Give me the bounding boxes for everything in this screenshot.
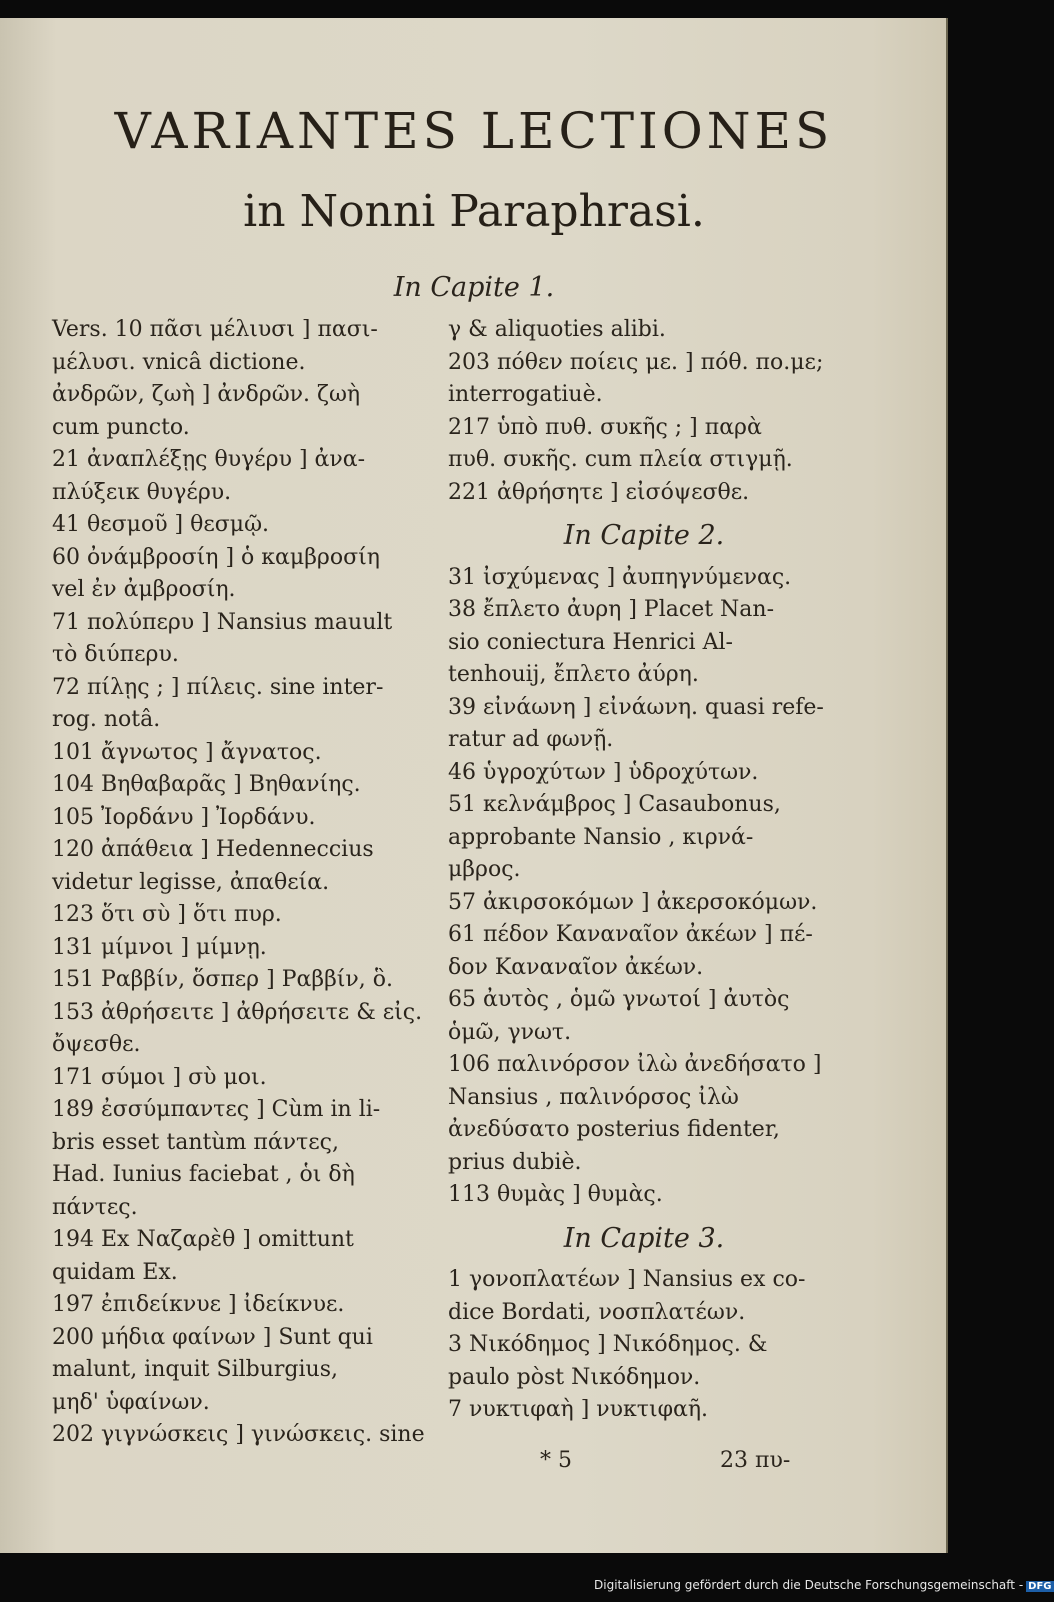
- variant-line: 3 Νικόδημος ] Νικόδημος. &: [448, 1332, 768, 1357]
- catchword: 23 πυ-: [720, 1448, 791, 1473]
- variant-line: 101 ἄγνωτος ] ἄγνατος.: [52, 739, 322, 765]
- variant-line: ratur ad φωνῇ.: [448, 727, 614, 752]
- variant-line: 1 γονοπλατέων ] Nansius ex co-: [448, 1267, 806, 1292]
- variant-line: 221 ἀθρήσητε ] εἰσόψεσθε.: [448, 479, 750, 505]
- variant-line: 104 Βηθαβαρᾶς ] Βηθανίης.: [52, 772, 361, 797]
- variant-line: 38 ἔπλετο ἀυρη ] Placet Nan-: [448, 597, 775, 622]
- signature-mark: * 5: [540, 1448, 572, 1473]
- chapter-heading-2: In Capite 2.: [563, 520, 725, 551]
- variant-line: tenhouij, ἔπλετο ἀύρη.: [448, 662, 699, 687]
- variant-line: 203 πόθεν ποίεις με. ] πόθ. πο.με;: [448, 349, 824, 375]
- right-column-chapter2: [448, 562, 840, 1211]
- variant-line: 217 ὑπὸ πυθ. συκῆς ; ] παρὰ: [448, 414, 762, 440]
- variant-line: ὁμῶ, γνωτ.: [448, 1019, 572, 1045]
- variant-line: 7 νυκτιφαὴ ] νυκτιφαῆ.: [448, 1397, 709, 1422]
- variant-line: 39 εἰνάωνη ] εἰνάωνη. quasi refe-: [448, 694, 824, 720]
- variant-line: 200 μήδια φαίνων ] Sunt qui: [52, 1324, 373, 1350]
- left-column: [52, 314, 444, 1452]
- variant-line: 197 ἐπιδείκνυε ] ἰδείκνυε.: [52, 1292, 345, 1317]
- variant-line: 72 πίλῃς ; ] πίλεις. sine inter-: [52, 674, 384, 700]
- variant-line: πάντες.: [52, 1194, 138, 1220]
- variant-line: 106 παλινόρσον ἰλὼ ἀνεδήσατο ]: [448, 1052, 822, 1077]
- digitization-credit: [594, 1578, 1052, 1592]
- credit-text: Digitalisierung gefördert durch die Deutsche Forschungsgemeinschaft -: [594, 1578, 1024, 1592]
- variant-line: vel ἐν ἀμβροσίη.: [52, 577, 236, 602]
- variant-line: Vers. 10 πᾶσι μέλιυσι ] πασι-: [52, 317, 378, 342]
- variant-line: 57 ἀκιρσοκόμων ] ἀκερσοκόμων.: [448, 889, 818, 915]
- variant-line: 65 ἀυτὸς , ὁμῶ γνωτοί ] ἀυτὸς: [448, 987, 790, 1012]
- variant-line: 51 κελνάμβρος ] Casaubonus,: [448, 792, 781, 817]
- variant-line: prius dubiè.: [448, 1149, 582, 1175]
- page-subtitle: in Nonni Paraphrasi.: [243, 186, 705, 237]
- variant-line: 60 ὀνάμβροσίη ] ὁ καμβροσίη: [52, 544, 380, 570]
- variant-line: 46 ὑγροχύτων ] ὑδροχύτων.: [448, 759, 759, 785]
- page-title: VARIANTES LECTIONES: [114, 102, 834, 160]
- variant-line: quidam Ex.: [52, 1259, 178, 1285]
- variant-line: μέλυσι. vnicâ dictione.: [52, 349, 306, 375]
- variant-line: 194 Ex Ναζαρὲθ ] omittunt: [52, 1227, 354, 1252]
- variant-line: interrogatiuè.: [448, 382, 603, 407]
- variant-line: γ & aliquoties alibi.: [448, 317, 666, 342]
- right-column-chapter1-continued: [448, 314, 840, 508]
- variant-line: sio coniectura Henrici Al-: [448, 629, 733, 655]
- variant-line: 131 μίμνοι ] μίμνῃ.: [52, 934, 267, 960]
- variant-line: 202 γιγνώσκεις ] γινώσκεις. sine: [52, 1422, 425, 1447]
- variant-line: 61 πέδον Καναναῖον ἀκέων ] πέ-: [448, 922, 813, 947]
- chapter-heading-1: In Capite 1.: [393, 272, 555, 303]
- variant-line: Had. Iunius faciebat , ὁι δὴ: [52, 1162, 355, 1187]
- variant-line: 41 θεσμοῦ ] θεσμῷ.: [52, 512, 270, 537]
- book-page: [0, 18, 948, 1553]
- variant-line: 105 Ἰορδάνυ ] Ἰορδάνυ.: [52, 804, 316, 830]
- variant-line: τὸ διύπερυ.: [52, 642, 179, 667]
- variant-line: ἀνεδύσατο posterius fidenter,: [448, 1117, 780, 1142]
- variant-line: 21 ἀναπλέξῃς θυγέρυ ] ἀνα-: [52, 447, 366, 472]
- variant-line: 31 ἰσχύμενας ] ἀυπηγνύμενας.: [448, 564, 792, 590]
- variant-line: μβρος.: [448, 857, 521, 882]
- dfg-logo: DFG: [1028, 1581, 1052, 1592]
- variant-line: μηδ' ὑφαίνων.: [52, 1389, 210, 1415]
- variant-line: dice Bordati, νοσπλατέων.: [448, 1299, 746, 1325]
- variant-line: ὄψεσθε.: [52, 1032, 141, 1057]
- variant-line: approbante Nansio , κιρνά-: [448, 824, 754, 850]
- right-column: [448, 314, 840, 1427]
- variant-line: bris esset tantùm πάντες,: [52, 1129, 339, 1155]
- variant-line: paulo pòst Νικόδημον.: [448, 1364, 701, 1390]
- variant-line: 151 Ραββίν, ὅσπερ ] Ραββίν, ὃ.: [52, 967, 394, 992]
- right-column-chapter3: [448, 1264, 840, 1426]
- variant-line: malunt, inquit Silburgius,: [52, 1357, 338, 1382]
- variant-line: Nansius , παλινόρσος ἰλὼ: [448, 1084, 739, 1110]
- variant-line: 71 πολύπερυ ] Nansius mauult: [52, 609, 393, 635]
- variant-line: 123 ὅτι σὺ ] ὅτι πυρ.: [52, 902, 282, 927]
- variant-line: πλύξεικ θυγέρυ.: [52, 479, 232, 505]
- variant-line: 189 ἐσσύμπαντες ] Cùm in li-: [52, 1097, 381, 1122]
- chapter-heading-3: In Capite 3.: [563, 1222, 725, 1254]
- variant-line: videtur legisse, ἀπαθεία.: [52, 869, 330, 895]
- variant-line: 120 ἀπάθεια ] Hedenneccius: [52, 837, 374, 862]
- variant-line: δον Καναναῖον ἀκέων.: [448, 954, 704, 980]
- variant-line: 153 ἀθρήσειτε ] ἀθρήσειτε & εἰς.: [52, 999, 423, 1025]
- variant-line: cum puncto.: [52, 414, 190, 440]
- variant-line: rog. notâ.: [52, 707, 161, 732]
- variant-line: 171 σύμοι ] σὺ μοι.: [52, 1064, 267, 1090]
- variant-line: πυθ. συκῆς. cum πλεία στιγμῇ.: [448, 447, 793, 472]
- variant-line: ἀνδρῶν, ζωὴ ] ἀνδρῶν. ζωὴ: [52, 382, 361, 407]
- variant-line: 113 θυμὰς ] θυμὰς.: [448, 1182, 663, 1207]
